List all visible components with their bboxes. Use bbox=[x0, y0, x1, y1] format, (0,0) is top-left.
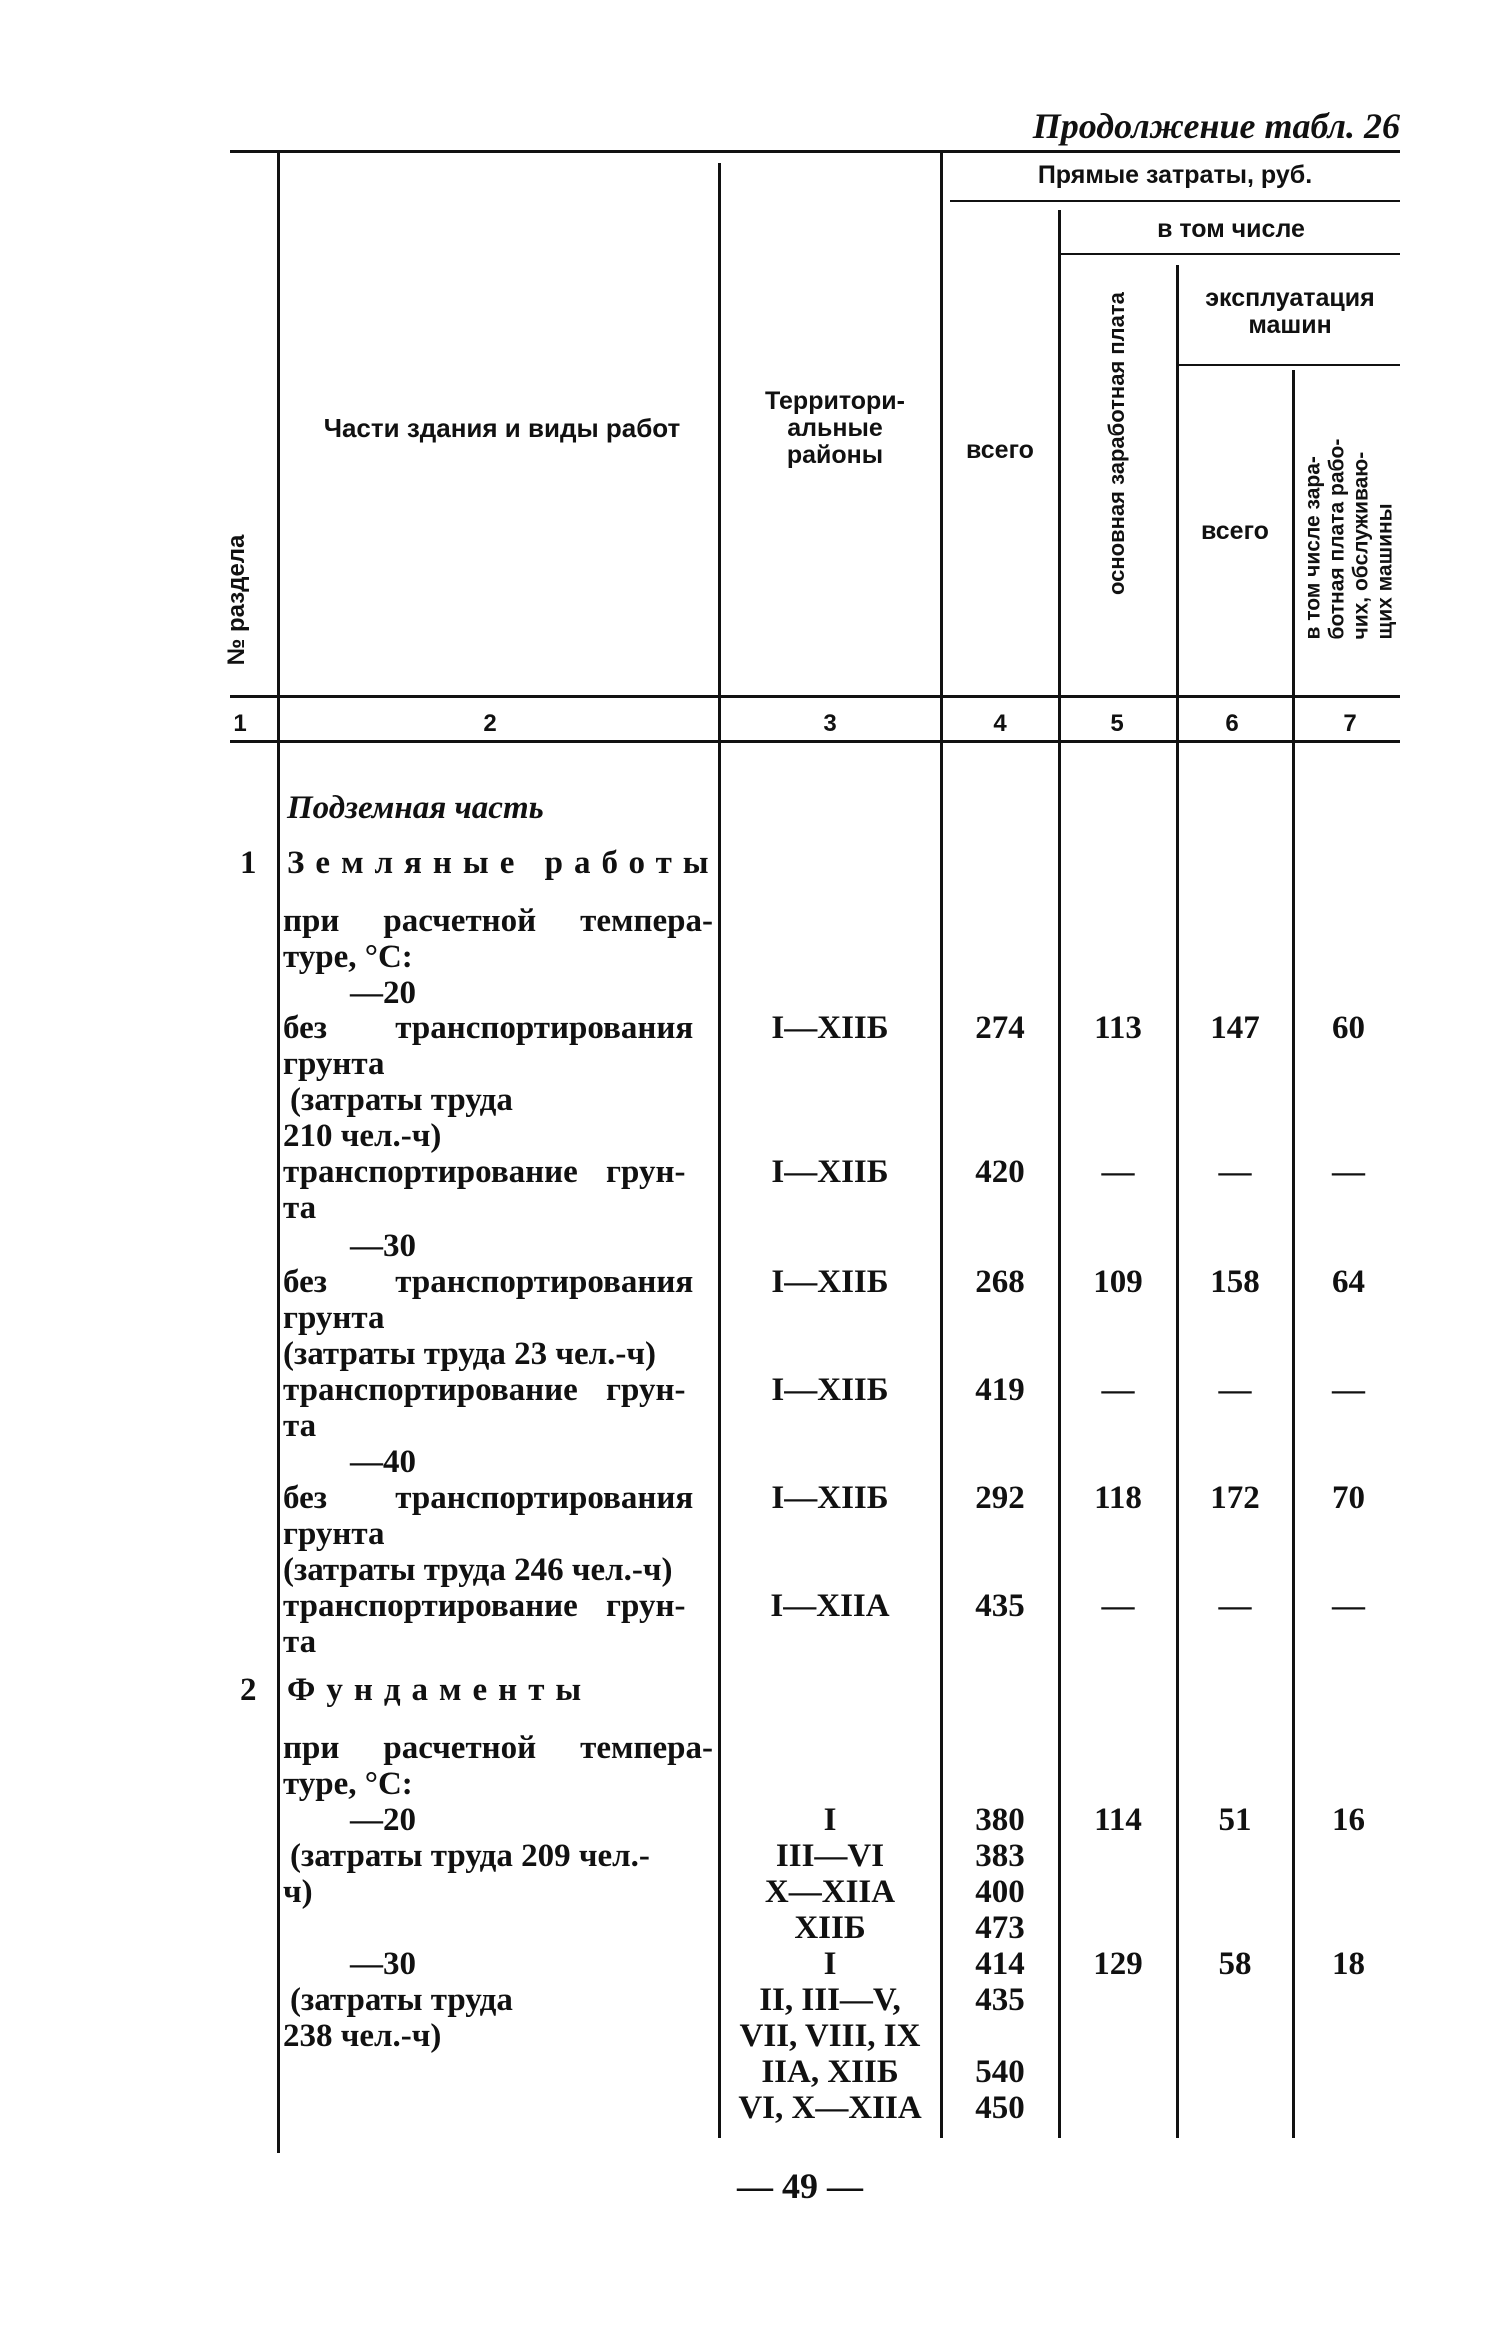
found-labor-30: (затраты труда bbox=[290, 1982, 513, 2018]
section-2-title: Фундаменты bbox=[287, 1672, 593, 1708]
earth-row-1-mach-wage: 60 bbox=[1332, 1010, 1365, 1046]
earth-row1-soil: грунта bbox=[283, 1046, 385, 1082]
found30-region-4: IIА, XIIБ bbox=[761, 2054, 899, 2090]
found-temp-20: —20 bbox=[350, 1802, 416, 1838]
found-labor-20: (затраты труда 209 чел.- bbox=[290, 1838, 650, 1874]
underground-heading: Подземная часть bbox=[287, 790, 544, 826]
found-labor-30b: 238 чел.-ч) bbox=[283, 2018, 442, 2054]
page-number: — 49 — bbox=[737, 2166, 863, 2206]
header-machine-ops: эксплуатация машин bbox=[1205, 284, 1375, 339]
earth-row-3-mach-wage: 64 bbox=[1332, 1264, 1365, 1300]
earth-row-4-total: 419 bbox=[975, 1372, 1025, 1408]
earth-row2-label: транспортирование грун- bbox=[283, 1154, 686, 1190]
found30-region-1: I bbox=[823, 1946, 837, 1982]
found30-total-4: 540 bbox=[975, 2054, 1025, 2090]
found20-total-3: 400 bbox=[975, 1874, 1025, 1910]
earth-row6-label: транспортирование грун- bbox=[283, 1588, 686, 1624]
header-machine-total: всего bbox=[1201, 517, 1269, 545]
header-machine-wage-text: в том числе зара-ботная плата рабо-чих, обслуживаю-щих машины bbox=[1301, 438, 1397, 640]
earth-row-5-region: I—XIIБ bbox=[771, 1480, 889, 1516]
earth-row-5-wage: 118 bbox=[1094, 1480, 1142, 1516]
found20-region-3: X—XIIА bbox=[764, 1874, 896, 1910]
col-number-2: 2 bbox=[483, 710, 497, 737]
col-number-4: 4 bbox=[993, 710, 1007, 737]
earth-row1-label: без транспортирования bbox=[283, 1010, 694, 1046]
earth-row-2-total: 420 bbox=[975, 1154, 1025, 1190]
earth-row1-text bbox=[283, 1010, 713, 1046]
col-divider-1 bbox=[277, 153, 280, 2153]
earth-temp-20: —20 bbox=[350, 975, 416, 1011]
section-1-title: Земляные работы bbox=[287, 845, 720, 881]
found30-total-2: 435 bbox=[975, 1982, 1025, 2018]
col-divider-2 bbox=[718, 163, 721, 2138]
earth-row-1-mach: 147 bbox=[1210, 1010, 1260, 1046]
earth-intro: при расчетной темпера-туре, °С: bbox=[283, 903, 713, 975]
earth-row-6-mach-wage: — bbox=[1332, 1588, 1365, 1624]
earth-row-5-total: 292 bbox=[975, 1480, 1025, 1516]
including-rule bbox=[1060, 253, 1400, 255]
earth-row-4-wage: — bbox=[1101, 1372, 1135, 1408]
found20-wage: 114 bbox=[1094, 1802, 1142, 1838]
earth-row-3-mach: 158 bbox=[1210, 1264, 1260, 1300]
header-including: в том числе bbox=[1157, 215, 1305, 243]
found30-region-2: II, III—V, bbox=[759, 1982, 901, 2018]
col-divider-3 bbox=[940, 153, 943, 2138]
col-number-1: 1 bbox=[233, 710, 247, 737]
col-number-6: 6 bbox=[1225, 710, 1239, 737]
found20-total-1: 380 bbox=[975, 1802, 1025, 1838]
earth-row5-label: без транспортирования bbox=[283, 1480, 694, 1516]
table-caption: Продолжение табл. 26 bbox=[1032, 106, 1400, 146]
found30-wage: 129 bbox=[1093, 1946, 1143, 1982]
numbers-bottom-rule bbox=[230, 740, 1400, 743]
section-2-number: 2 bbox=[240, 1672, 257, 1708]
earth-labor-20: (затраты труда bbox=[290, 1082, 513, 1118]
earth-row-3-region: I—XIIБ bbox=[771, 1264, 889, 1300]
earth-row5-soil: грунта bbox=[283, 1516, 385, 1552]
header-total: всего bbox=[966, 436, 1034, 464]
earth-labor-30: (затраты труда 23 чел.-ч) bbox=[283, 1336, 656, 1372]
header-parts-works: Части здания и виды работ bbox=[323, 413, 681, 443]
found30-mach-wage: 18 bbox=[1332, 1946, 1365, 1982]
found30-region-3: VII, VIII, IX bbox=[739, 2018, 921, 2054]
header-territorial-regions bbox=[740, 388, 930, 469]
found20-region-2: III—VI bbox=[775, 1838, 885, 1874]
top-rule bbox=[230, 150, 1400, 153]
col-divider-5 bbox=[1176, 265, 1179, 2138]
found20-region-4: XIIБ bbox=[794, 1910, 866, 1946]
machine-ops-rule bbox=[1178, 364, 1400, 366]
header-territorial-regions-text: Территори-альные районы bbox=[765, 387, 905, 469]
found30-region-5: VI, X—XIIА bbox=[738, 2090, 922, 2126]
header-machine-wage bbox=[1302, 415, 1402, 640]
found20-mach: 51 bbox=[1218, 1802, 1252, 1838]
col-number-5: 5 bbox=[1110, 710, 1124, 737]
earth-temp-30: —30 bbox=[350, 1228, 416, 1264]
earth-row-6-total: 435 bbox=[975, 1588, 1025, 1624]
earth-row-3-total: 268 bbox=[975, 1264, 1025, 1300]
earth-row6-ta: та bbox=[283, 1624, 317, 1660]
found30-mach: 58 bbox=[1218, 1946, 1252, 1982]
earth-row3-label: без транспортирования bbox=[283, 1264, 694, 1300]
earth-row-5-mach-wage: 70 bbox=[1332, 1480, 1365, 1516]
section-1-number: 1 bbox=[240, 845, 257, 881]
earth-row-6-region: I—XIIА bbox=[770, 1588, 890, 1624]
found-labor-20b: ч) bbox=[283, 1874, 313, 1910]
earth-row-4-mach: — bbox=[1218, 1372, 1252, 1408]
earth-row-2-mach: — bbox=[1218, 1154, 1252, 1190]
earth-row-2-mach-wage: — bbox=[1332, 1154, 1365, 1190]
header-base-wage: основная заработная плата bbox=[1104, 292, 1129, 595]
earth-row-5-mach: 172 bbox=[1210, 1480, 1260, 1516]
found20-mach-wage: 16 bbox=[1332, 1802, 1365, 1838]
earth-row3-soil: грунта bbox=[283, 1300, 385, 1336]
col-divider-6 bbox=[1292, 370, 1295, 2138]
earth-row-2-wage: — bbox=[1101, 1154, 1135, 1190]
earth-temp-40: —40 bbox=[350, 1444, 416, 1480]
found-intro: при расчетной темпера-туре, °С: bbox=[283, 1730, 713, 1802]
header-section-number: № раздела bbox=[223, 534, 250, 666]
earth-row4-label: транспортирование грун- bbox=[283, 1372, 686, 1408]
earth-row-2-region: I—XIIБ bbox=[771, 1154, 889, 1190]
earth-row-1-wage: 113 bbox=[1094, 1010, 1142, 1046]
found20-total-2: 383 bbox=[975, 1838, 1025, 1874]
earth-labor-20b: 210 чел.-ч) bbox=[283, 1118, 442, 1154]
header-bottom-rule bbox=[230, 695, 1400, 698]
found30-total-1: 414 bbox=[975, 1946, 1025, 1982]
earth-row-3-wage: 109 bbox=[1093, 1264, 1143, 1300]
earth-row2-ta: та bbox=[283, 1190, 317, 1226]
earth-labor-40: (затраты труда 246 чел.-ч) bbox=[283, 1552, 673, 1588]
header-direct-costs: Прямые затраты, руб. bbox=[1037, 161, 1313, 189]
col-number-7: 7 bbox=[1343, 710, 1357, 737]
earth-row-1-total: 274 bbox=[975, 1010, 1025, 1046]
earth-row-4-region: I—XIIБ bbox=[771, 1372, 889, 1408]
found-temp-30: —30 bbox=[350, 1946, 416, 1982]
found30-total-5: 450 bbox=[975, 2090, 1025, 2126]
found20-region-1: I bbox=[823, 1802, 837, 1838]
earth-row-6-mach: — bbox=[1218, 1588, 1252, 1624]
earth-row-4-mach-wage: — bbox=[1332, 1372, 1365, 1408]
col-divider-4 bbox=[1058, 210, 1061, 2138]
earth-row4-ta: та bbox=[283, 1408, 317, 1444]
found20-total-4: 473 bbox=[975, 1910, 1025, 1946]
earth-row-6-wage: — bbox=[1101, 1588, 1135, 1624]
earth-row-1-region: I—XIIБ bbox=[771, 1010, 889, 1046]
col-number-3: 3 bbox=[823, 710, 837, 737]
direct-costs-rule bbox=[950, 200, 1400, 202]
